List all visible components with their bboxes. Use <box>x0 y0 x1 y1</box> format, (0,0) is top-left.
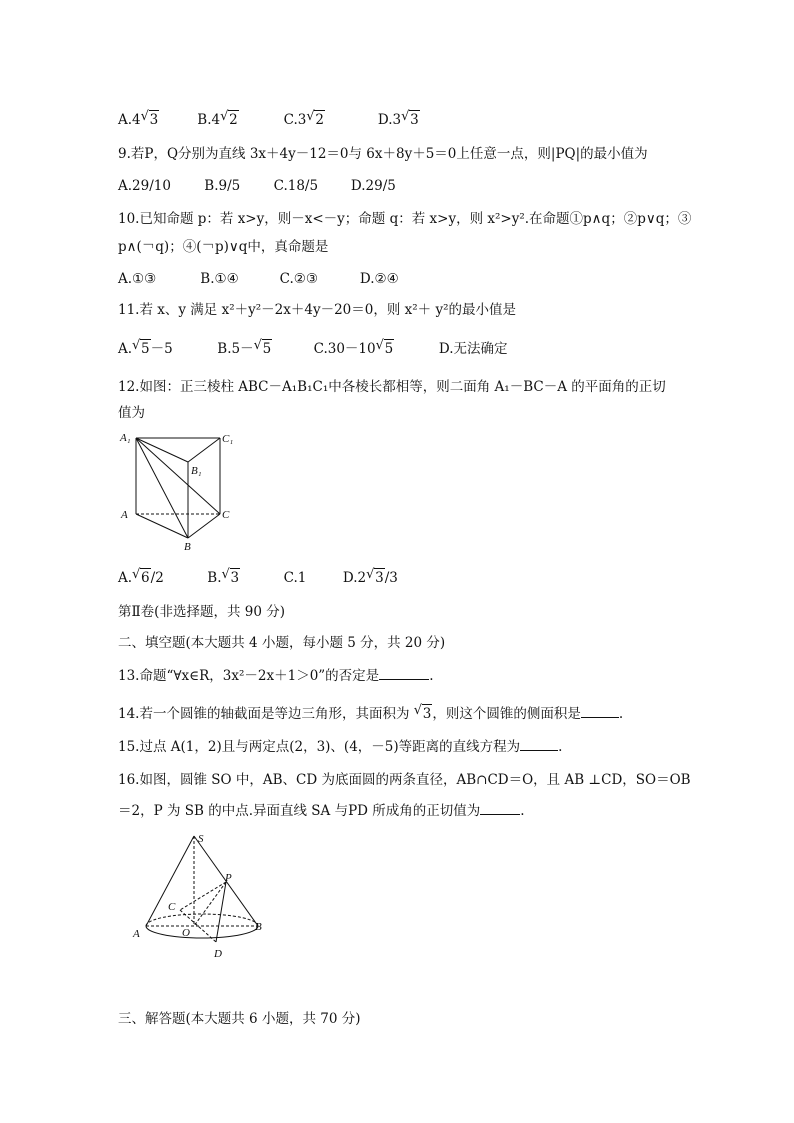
sqrt-radicand: √ 3 <box>422 704 433 723</box>
q10-stem-line2: p∧(￢q)；④(￢p)∨q中，真命题是 <box>118 239 329 255</box>
label-b: B <box>255 921 262 933</box>
sqrt-radicand: √ 3 <box>149 110 160 129</box>
q16-end: . <box>520 803 525 819</box>
q12-options <box>118 568 398 587</box>
label-p: P <box>225 872 232 884</box>
label-o: O <box>182 927 190 939</box>
q12-option-b: B. <box>207 570 222 586</box>
q11-option-d: D.无法确定 <box>438 341 508 357</box>
sqrt-radicand: √ 3 <box>374 568 385 587</box>
q13 <box>118 667 433 685</box>
q12-option-c: C.1 <box>283 570 307 586</box>
q10-option-c: C.②③ <box>279 271 318 287</box>
label-c: C <box>168 901 176 913</box>
q8-option-a: A.4 <box>118 112 141 128</box>
q13-end: . <box>429 668 434 684</box>
q14 <box>118 704 623 723</box>
label-a1: A₁ <box>120 432 131 444</box>
q12-option-d: D.2 <box>342 570 367 586</box>
label-a: A <box>133 928 140 940</box>
q9-stem: 9.若P，Q分别为直线 3x＋4y－12＝0与 6x＋8y＋5＝0上任意一点，则|PQ|的最小值为 <box>118 146 648 162</box>
q12-option-d-tail: /3 <box>384 570 398 586</box>
fill-in-heading: 二、填空题(本大题共 4 小题，每小题 5 分，共 20 分) <box>118 635 446 651</box>
prism-figure <box>118 428 238 556</box>
q12-option-a: A. <box>118 570 133 586</box>
q10-option-d: D.②④ <box>359 271 399 287</box>
sqrt-radicand: √ 5 <box>140 339 151 358</box>
q12-option-a-tail: /2 <box>150 570 164 586</box>
sqrt-radicand: √ 2 <box>314 110 325 129</box>
q13-text: 13.命题“∀x∈R，3x²－2x＋1＞0”的否定是 <box>118 668 380 684</box>
sqrt-radicand: √ 2 <box>228 110 239 129</box>
q9-option-b: B.9/5 <box>204 178 241 194</box>
q10-option-a: A.①③ <box>118 271 157 287</box>
sqrt-radicand: √ 6 <box>140 568 151 587</box>
answer-blank <box>379 679 429 680</box>
cone-figure <box>126 830 276 962</box>
q15-text: 15.过点 A(1，2)且与两定点(2，3)、(4，－5)等距离的直线方程为 <box>118 739 521 755</box>
q8-options <box>118 110 420 129</box>
q8-option-c: C.3 <box>283 112 307 128</box>
label-b: B <box>184 541 191 553</box>
label-c1: C₁ <box>222 433 234 445</box>
q11-option-b: B.5－ <box>217 341 254 357</box>
q10-options <box>118 270 399 288</box>
q14-text-pre: 14.若一个圆锥的轴截面是等边三角形，其面积为 <box>118 706 414 722</box>
label-c: C <box>222 509 230 521</box>
q9-option-d: D.29/5 <box>350 178 396 194</box>
answer-blank <box>581 717 619 718</box>
label-d: D <box>214 948 222 960</box>
label-s: S <box>198 833 204 845</box>
q9-option-c: C.18/5 <box>273 178 319 194</box>
q11-stem: 11.若 x、y 满足 x²＋y²－2x＋4y－20＝0，则 x²＋ y²的最小值是 <box>118 302 516 318</box>
q15 <box>118 738 562 756</box>
q10-option-b: B.①④ <box>200 271 239 287</box>
q16-stem-line2: ＝2，P 为 SB 的中点.异面直线 SA 与PD 所成角的正切值为 <box>118 803 481 819</box>
q10-stem-line1: 10.已知命题 p：若 x>y，则－x<－y；命题 q：若 x>y，则 x²>y².在命题①p∧q；②p∨q；③ <box>118 211 692 227</box>
q11-option-c: C.30－10 <box>313 341 376 357</box>
q12-stem-line1: 12.如图：正三棱柱 ABC－A₁B₁C₁中各棱长都相等，则二面角 A₁－BC－A 的平面角的正切 <box>118 379 666 395</box>
q16-stem-line1: 16.如图，圆锥 SO 中，AB、CD 为底面圆的两条直径，AB∩CD＝O，且 AB ⊥CD，SO＝OB <box>118 772 691 788</box>
sqrt-radicand: √ 3 <box>409 110 420 129</box>
q11-option-a: A. <box>118 341 133 357</box>
q12-stem-line2: 值为 <box>118 405 145 421</box>
q16-line2 <box>118 802 525 820</box>
sqrt-radicand: √ 3 <box>230 568 241 587</box>
q8-option-d: D.3 <box>377 112 402 128</box>
answer-blank <box>480 814 520 815</box>
q8-option-b: B.4 <box>197 112 221 128</box>
answer-blank <box>520 750 558 751</box>
section2-title: 第Ⅱ卷(非选择题，共 90 分) <box>118 604 285 620</box>
q9-options <box>118 177 396 195</box>
solve-heading: 三、解答题(本大题共 6 小题，共 70 分) <box>118 1011 361 1027</box>
q11-options <box>118 339 508 358</box>
label-a: A <box>121 509 128 521</box>
q9-option-a: A.29/10 <box>118 178 171 194</box>
q15-end: . <box>558 739 563 755</box>
sqrt-radicand: √ 5 <box>384 339 395 358</box>
q14-end: . <box>618 706 624 722</box>
q11-option-a-tail: －5 <box>150 341 173 357</box>
label-b1: B₁ <box>191 465 202 477</box>
q14-text-post: ，则这个圆锥的侧面积是 <box>432 706 581 722</box>
sqrt-radicand: √ 5 <box>262 339 273 358</box>
